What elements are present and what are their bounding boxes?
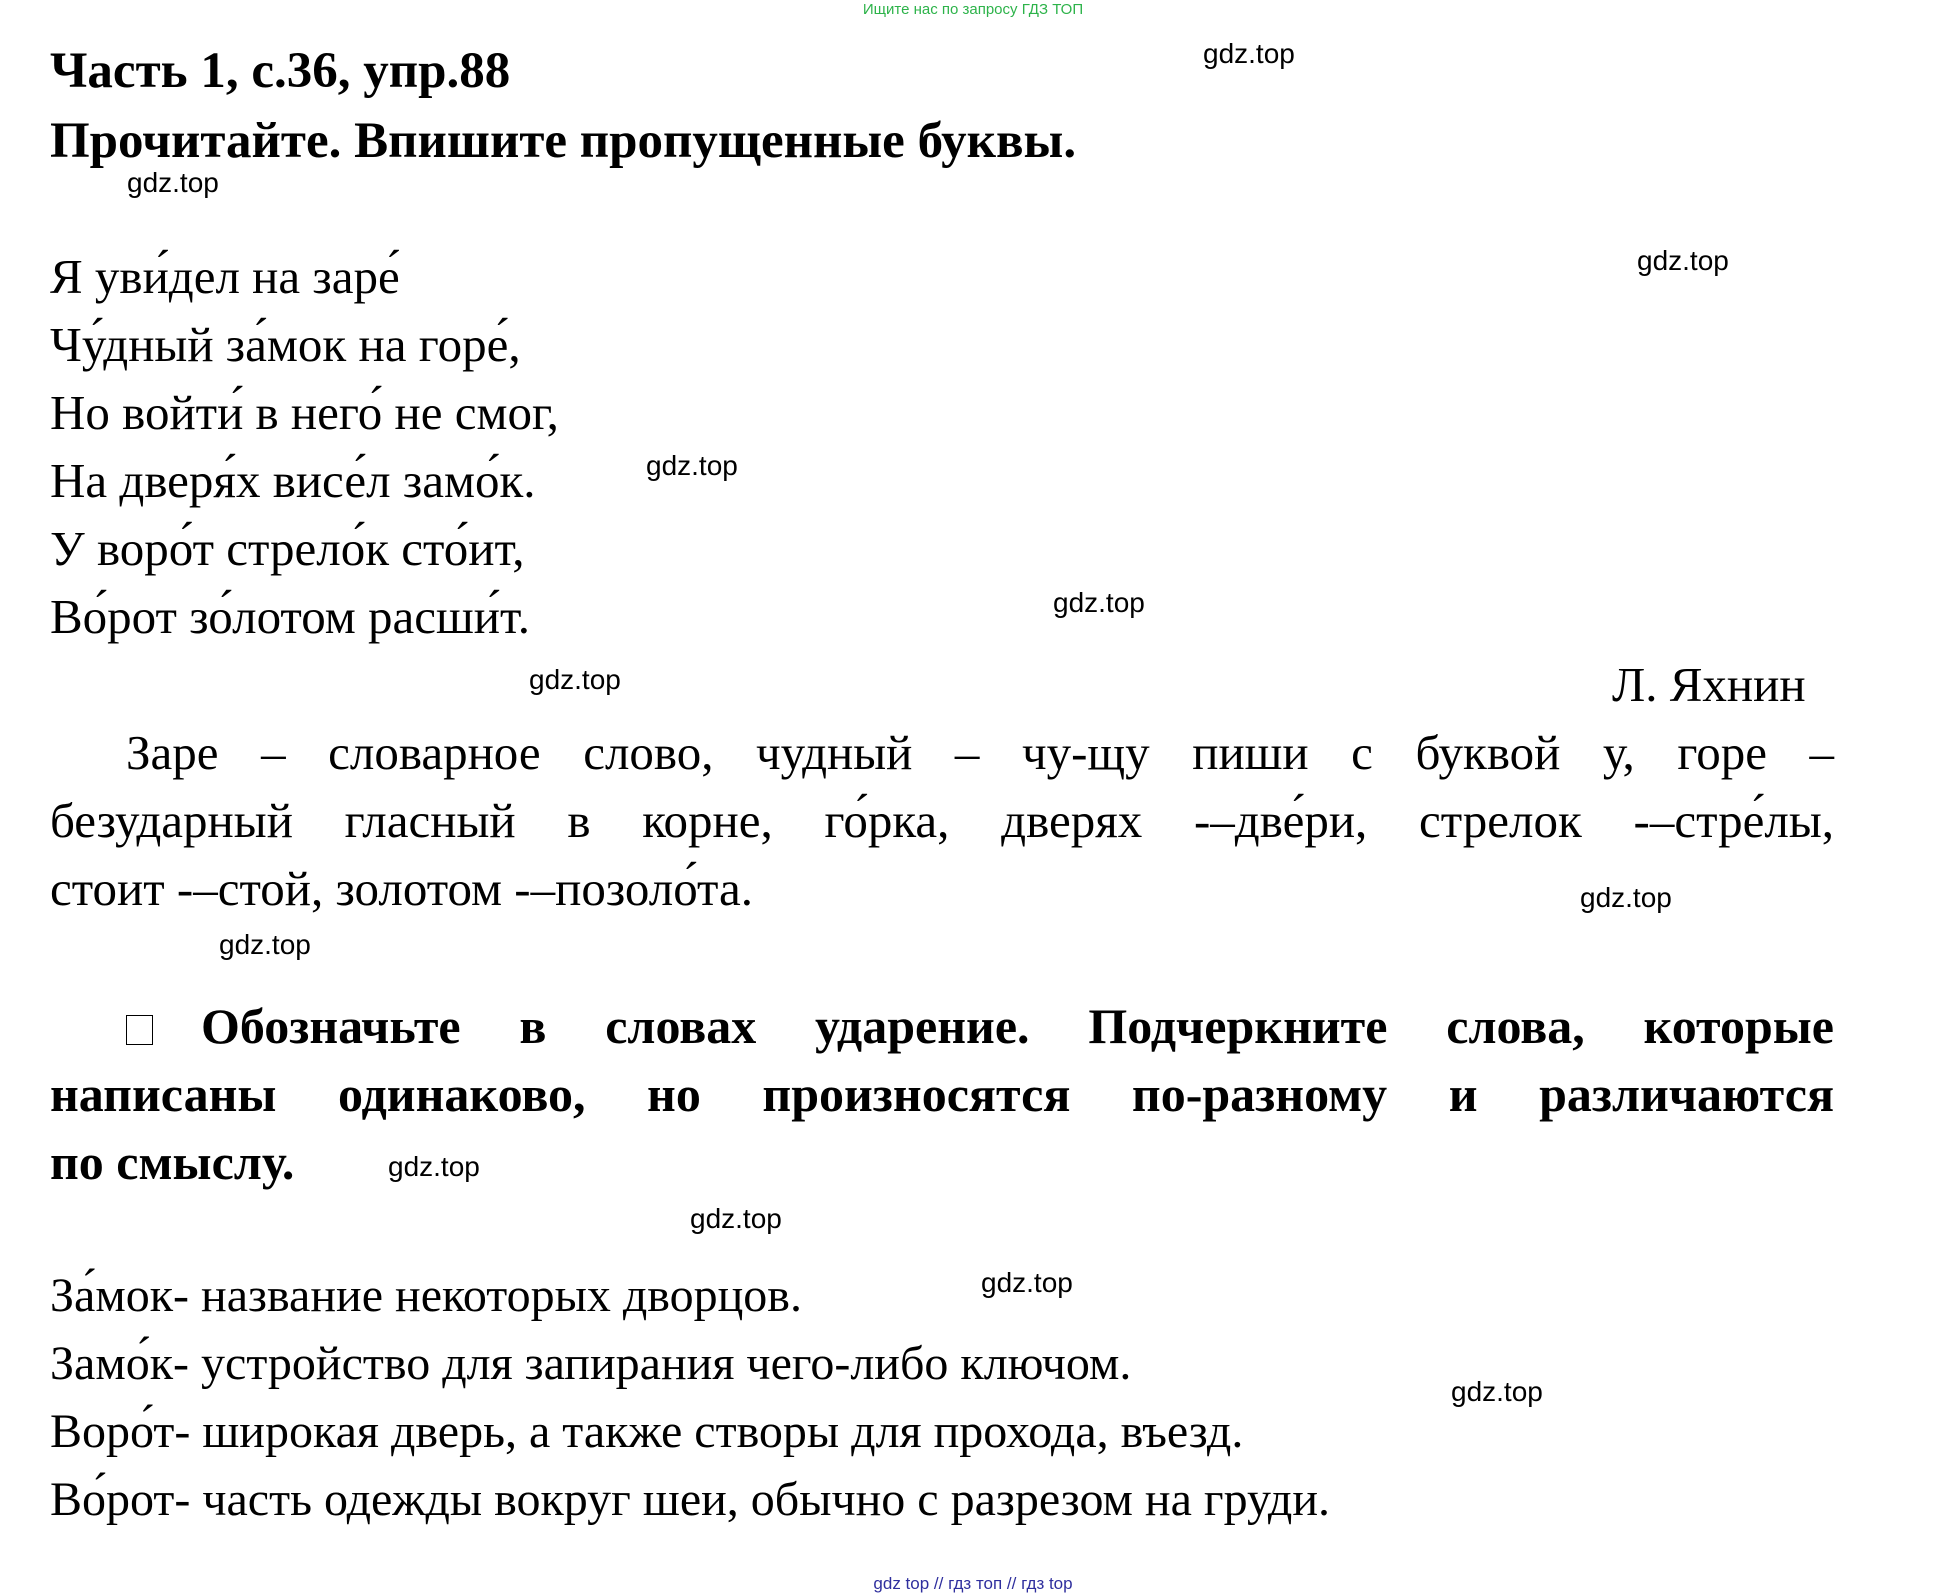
poem-line: Я уви́дел на заре́: [50, 249, 400, 304]
watermark: gdz.top: [1451, 1376, 1543, 1407]
definition-line: Воро́т- широкая дверь, а также створы для прохода, въезд.: [50, 1405, 1244, 1458]
watermark: gdz.top: [646, 450, 738, 481]
poem-line: На дверя́х висе́л замо́к.: [50, 453, 536, 508]
explanation-line: стоит -–стой, золотом -–позоло́та.: [50, 861, 754, 916]
task-line: [126, 997, 1834, 1055]
definition-line: За́мок- название некоторых дворцов.: [50, 1269, 802, 1322]
task-text: Обозначьте в словах ударение. Подчеркните слова, которые: [201, 998, 1834, 1054]
exercise-instruction: Прочитайте. Впишите пропущенные буквы.: [50, 113, 1077, 169]
footer-watermark: gdz top // гдз топ // гдз top: [873, 1574, 1073, 1593]
checkbox-icon: [126, 1015, 153, 1045]
page-title: Часть 1, с.36, упр.88: [50, 43, 511, 99]
poem-author: Л. Яхнин: [1612, 657, 1806, 712]
watermark: gdz.top: [1637, 245, 1729, 276]
poem-line: У воро́т стрело́к сто́ит,: [50, 521, 525, 576]
watermark: gdz.top: [219, 929, 311, 960]
watermark: gdz.top: [1580, 882, 1672, 913]
watermark: gdz.top: [981, 1267, 1073, 1298]
watermark: gdz.top: [690, 1203, 782, 1234]
task-line: написаны одинаково, но произносятся по-разному и различаются: [50, 1066, 1834, 1122]
task-line: по смыслу.: [50, 1134, 295, 1190]
watermark: gdz.top: [1053, 587, 1145, 618]
watermark: gdz.top: [1203, 38, 1295, 69]
poem-line: Во́рот зо́лотом расши́т.: [50, 589, 530, 644]
poem-line: Но войти́ в него́ не смог,: [50, 385, 559, 440]
search-banner: Ищите нас по запросу ГДЗ ТОП: [862, 1, 1084, 18]
definition-line: Замо́к- устройство для запирания чего-либо ключом.: [50, 1337, 1132, 1390]
definition-line: Во́рот- часть одежды вокруг шеи, обычно с разрезом на груди.: [50, 1473, 1331, 1526]
watermark: gdz.top: [529, 664, 621, 695]
explanation-line: Заре – словарное слово, чудный – чу-щу пиши с буквой у, горе –: [126, 725, 1834, 780]
poem-line: Чу́дный за́мок на горе́,: [50, 317, 521, 372]
watermark: gdz.top: [127, 167, 219, 198]
explanation-line: безударный гласный в корне, го́рка, дверях -–две́ри, стрелок -–стре́лы,: [50, 793, 1834, 848]
watermark: gdz.top: [388, 1151, 480, 1182]
